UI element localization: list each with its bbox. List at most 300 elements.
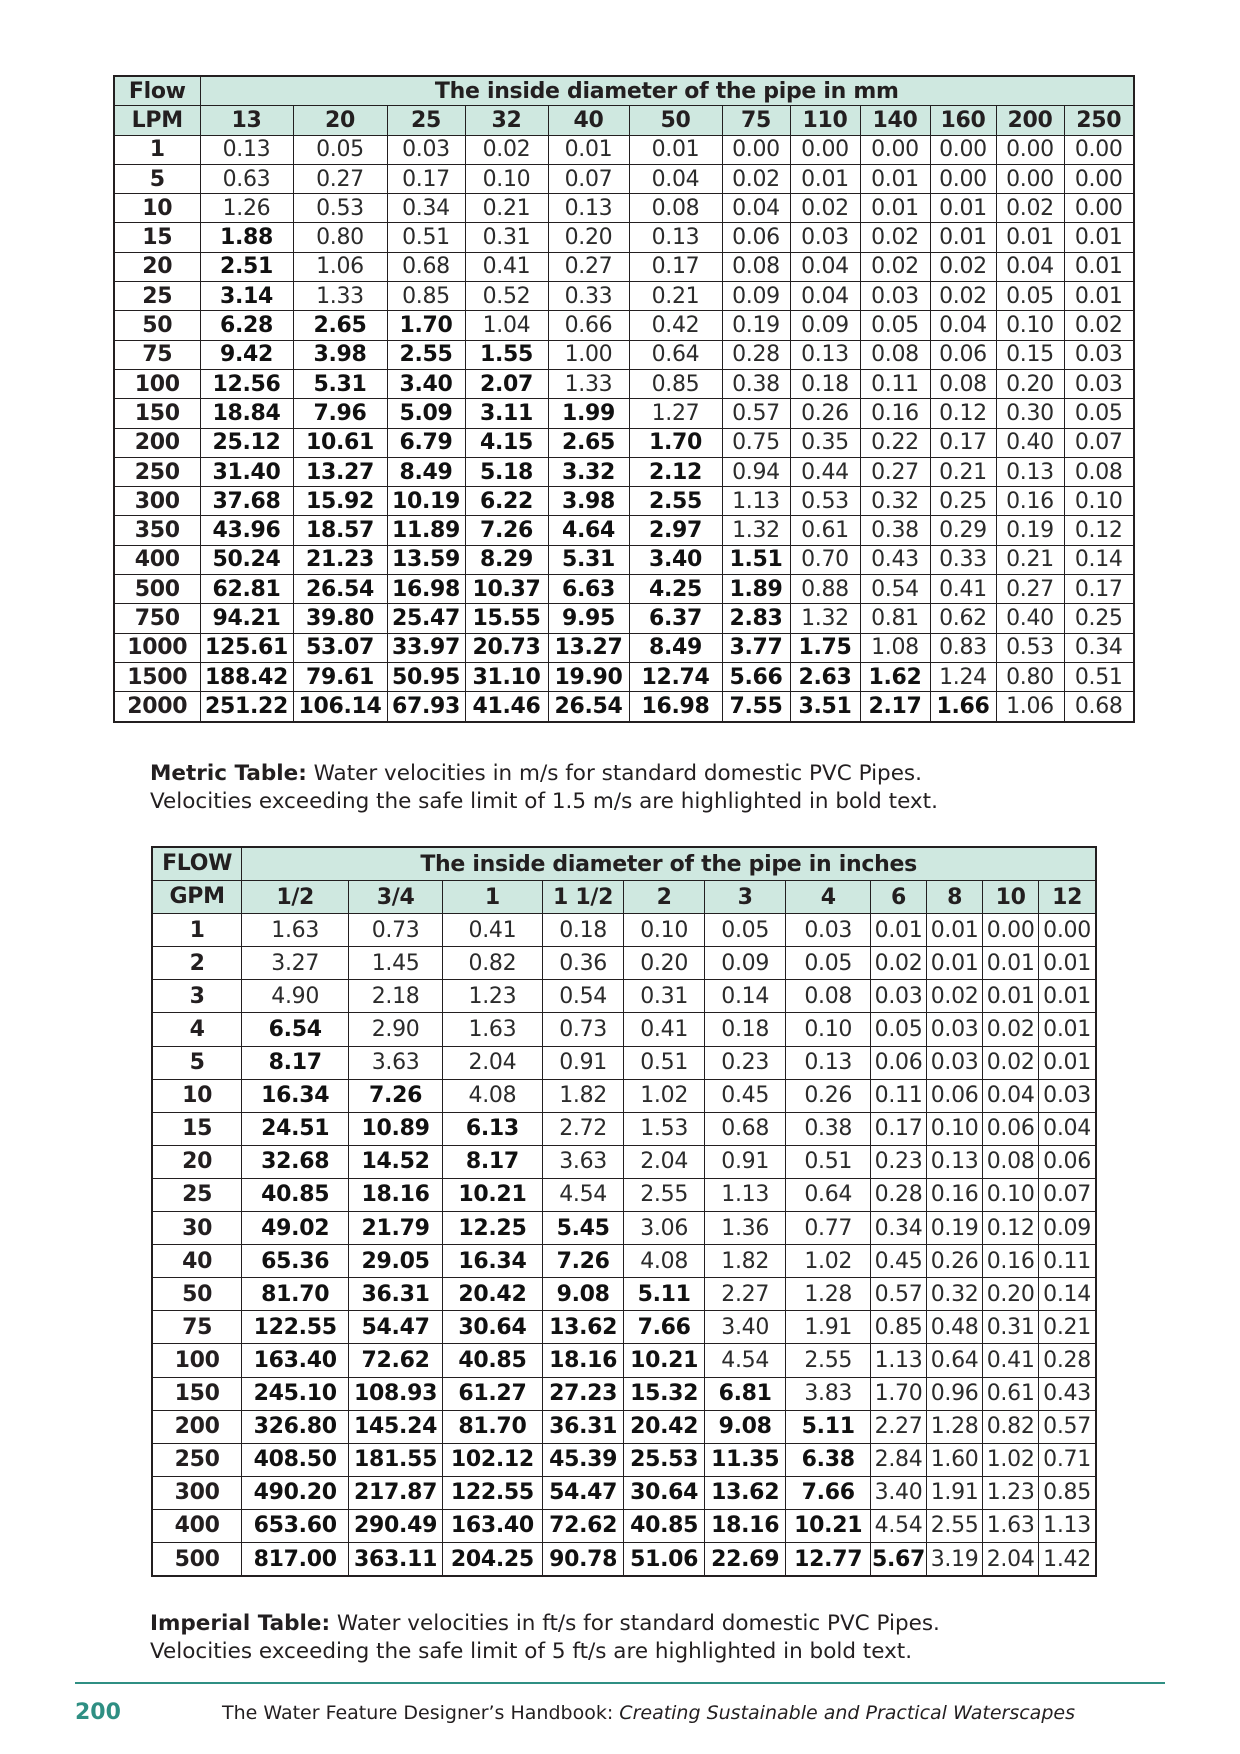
velocity-cell: 0.01 (1039, 980, 1096, 1013)
velocity-cell: 26.54 (293, 575, 387, 604)
velocity-cell: 1.13 (722, 487, 790, 516)
velocity-cell: 0.08 (786, 980, 871, 1013)
velocity-cell: 0.03 (786, 914, 871, 947)
flow-rate-cell: 1500 (114, 662, 200, 691)
flow-rate-cell: 2000 (114, 692, 200, 722)
velocity-cell: 0.10 (996, 311, 1064, 340)
velocity-cell: 40.85 (442, 1344, 542, 1377)
velocity-cell: 3.32 (548, 457, 629, 486)
velocity-cell: 1.89 (722, 575, 790, 604)
velocity-cell: 0.13 (548, 194, 629, 223)
velocity-cell: 3.40 (387, 369, 465, 398)
velocity-cell: 2.27 (871, 1410, 927, 1443)
velocity-cell: 0.41 (442, 914, 542, 947)
velocity-cell: 1.55 (465, 340, 548, 369)
velocity-cell: 9.08 (704, 1410, 786, 1443)
table-row (152, 1145, 1096, 1178)
book-title: The Water Feature Designer’s Handbook: (222, 1702, 620, 1724)
velocity-cell: 0.06 (927, 1079, 983, 1112)
flow-rate-cell: 25 (152, 1178, 242, 1211)
velocity-cell: 4.08 (442, 1079, 542, 1112)
diameter-column-header: 250 (1064, 106, 1134, 135)
table-row (114, 457, 1134, 486)
velocity-cell: 13.62 (704, 1476, 786, 1509)
velocity-cell: 290.49 (349, 1509, 443, 1542)
velocity-cell: 1.28 (927, 1410, 983, 1443)
velocity-cell: 0.02 (930, 252, 996, 281)
velocity-cell: 5.09 (387, 399, 465, 428)
velocity-cell: 0.64 (629, 340, 722, 369)
table-row (114, 662, 1134, 691)
velocity-cell: 0.45 (704, 1079, 786, 1112)
velocity-cell: 21.23 (293, 545, 387, 574)
velocity-cell: 29.05 (349, 1245, 443, 1278)
velocity-cell: 81.70 (242, 1278, 349, 1311)
velocity-cell: 2.18 (349, 980, 443, 1013)
velocity-cell: 7.55 (722, 692, 790, 722)
velocity-cell: 0.05 (786, 947, 871, 980)
velocity-cell: 0.52 (465, 282, 548, 311)
flow-rate-cell: 150 (114, 399, 200, 428)
velocity-cell: 0.04 (996, 252, 1064, 281)
table-row (152, 980, 1096, 1013)
velocity-cell: 3.77 (722, 633, 790, 662)
velocity-cell: 6.28 (200, 311, 293, 340)
flow-rate-cell: 20 (152, 1145, 242, 1178)
velocity-cell: 0.33 (548, 282, 629, 311)
table-row (152, 1344, 1096, 1377)
velocity-cell: 0.00 (1064, 164, 1134, 193)
velocity-cell: 15.55 (465, 604, 548, 633)
velocity-cell: 0.00 (860, 135, 930, 164)
velocity-cell: 0.31 (624, 980, 705, 1013)
velocity-cell: 363.11 (349, 1542, 443, 1576)
velocity-cell: 0.00 (790, 135, 860, 164)
velocity-cell: 15.92 (293, 487, 387, 516)
velocity-cell: 1.63 (242, 914, 349, 947)
velocity-cell: 0.21 (465, 194, 548, 223)
velocity-cell: 0.27 (293, 164, 387, 193)
velocity-cell: 0.01 (860, 194, 930, 223)
table-row (114, 282, 1134, 311)
velocity-cell: 163.40 (442, 1509, 542, 1542)
flow-rate-cell: 250 (152, 1443, 242, 1476)
flow-rate-cell: 5 (152, 1046, 242, 1079)
velocity-cell: 0.02 (1064, 311, 1134, 340)
velocity-cell: 0.43 (860, 545, 930, 574)
velocity-cell: 31.10 (465, 662, 548, 691)
velocity-cell: 1.27 (629, 399, 722, 428)
velocity-cell: 4.25 (629, 575, 722, 604)
velocity-cell: 0.54 (860, 575, 930, 604)
velocity-cell: 13.27 (548, 633, 629, 662)
flow-rate-cell: 15 (114, 223, 200, 252)
velocity-cell: 0.80 (996, 662, 1064, 691)
table-row (152, 1079, 1096, 1112)
velocity-cell: 0.19 (996, 516, 1064, 545)
flow-rate-cell: 75 (152, 1311, 242, 1344)
velocity-cell: 0.05 (860, 311, 930, 340)
velocity-cell: 245.10 (242, 1377, 349, 1410)
velocity-cell: 0.20 (983, 1278, 1039, 1311)
velocity-cell: 49.02 (242, 1212, 349, 1245)
velocity-cell: 5.11 (624, 1278, 705, 1311)
velocity-cell: 0.64 (927, 1344, 983, 1377)
velocity-cell: 24.51 (242, 1112, 349, 1145)
flow-rate-cell: 75 (114, 340, 200, 369)
velocity-cell: 408.50 (242, 1443, 349, 1476)
velocity-cell: 1.66 (930, 692, 996, 722)
velocity-cell: 0.53 (293, 194, 387, 223)
velocity-cell: 0.00 (930, 164, 996, 193)
velocity-cell: 94.21 (200, 604, 293, 633)
velocity-cell: 16.34 (442, 1245, 542, 1278)
velocity-cell: 0.29 (930, 516, 996, 545)
velocity-cell: 7.66 (624, 1311, 705, 1344)
velocity-cell: 0.04 (983, 1079, 1039, 1112)
velocity-cell: 6.81 (704, 1377, 786, 1410)
velocity-cell: 0.21 (629, 282, 722, 311)
velocity-cell: 1.24 (930, 662, 996, 691)
velocity-cell: 326.80 (242, 1410, 349, 1443)
flow-rate-cell: 5 (114, 164, 200, 193)
velocity-cell: 0.02 (871, 947, 927, 980)
velocity-cell: 2.83 (722, 604, 790, 633)
velocity-cell: 5.31 (293, 369, 387, 398)
velocity-cell: 6.63 (548, 575, 629, 604)
table-row (152, 1112, 1096, 1145)
velocity-cell: 7.26 (542, 1245, 624, 1278)
velocity-cell: 0.31 (465, 223, 548, 252)
velocity-cell: 2.72 (542, 1112, 624, 1145)
table-row (152, 1013, 1096, 1046)
velocity-cell: 0.01 (548, 135, 629, 164)
table-row (152, 1212, 1096, 1245)
imperial-velocity-table (151, 846, 1097, 1577)
velocity-cell: 0.01 (927, 914, 983, 947)
velocity-cell: 0.09 (704, 947, 786, 980)
velocity-cell: 0.07 (548, 164, 629, 193)
velocity-cell: 1.02 (624, 1079, 705, 1112)
velocity-cell: 40.85 (242, 1178, 349, 1211)
velocity-cell: 1.04 (465, 311, 548, 340)
velocity-cell: 3.83 (786, 1377, 871, 1410)
flow-rate-cell: 400 (114, 545, 200, 574)
velocity-cell: 0.85 (871, 1311, 927, 1344)
velocity-cell: 490.20 (242, 1476, 349, 1509)
velocity-cell: 1.13 (871, 1344, 927, 1377)
velocity-cell: 125.61 (200, 633, 293, 662)
velocity-cell: 18.16 (349, 1178, 443, 1211)
velocity-cell: 16.98 (629, 692, 722, 722)
velocity-cell: 0.25 (1064, 604, 1134, 633)
velocity-cell: 0.03 (927, 1013, 983, 1046)
velocity-cell: 0.12 (1064, 516, 1134, 545)
velocity-cell: 7.26 (349, 1079, 443, 1112)
velocity-cell: 0.20 (996, 369, 1064, 398)
table-row (152, 1245, 1096, 1278)
velocity-cell: 3.98 (293, 340, 387, 369)
velocity-cell: 0.11 (871, 1079, 927, 1112)
flow-rate-cell: 350 (114, 516, 200, 545)
velocity-cell: 0.05 (1064, 399, 1134, 428)
velocity-cell: 0.08 (983, 1145, 1039, 1178)
table-row (114, 633, 1134, 662)
velocity-cell: 0.34 (1064, 633, 1134, 662)
velocity-cell: 0.05 (704, 914, 786, 947)
imperial-velocity-table-container (151, 846, 1097, 1577)
velocity-cell: 3.51 (790, 692, 860, 722)
velocity-cell: 0.40 (996, 428, 1064, 457)
velocity-cell: 1.88 (200, 223, 293, 252)
velocity-cell: 653.60 (242, 1509, 349, 1542)
velocity-cell: 0.00 (996, 135, 1064, 164)
velocity-cell: 3.98 (548, 487, 629, 516)
velocity-cell: 0.04 (790, 252, 860, 281)
velocity-cell: 15.32 (624, 1377, 705, 1410)
diameter-column-header: 3/4 (349, 881, 443, 914)
velocity-cell: 0.01 (930, 223, 996, 252)
velocity-cell: 0.41 (983, 1344, 1039, 1377)
velocity-cell: 50.95 (387, 662, 465, 691)
velocity-cell: 204.25 (442, 1542, 542, 1576)
flow-rate-cell: 10 (152, 1079, 242, 1112)
velocity-cell: 25.53 (624, 1443, 705, 1476)
metric-velocity-table (113, 75, 1135, 723)
velocity-cell: 54.47 (349, 1311, 443, 1344)
velocity-cell: 1.32 (790, 604, 860, 633)
velocity-cell: 0.10 (786, 1013, 871, 1046)
velocity-cell: 0.57 (871, 1278, 927, 1311)
velocity-cell: 0.00 (1064, 194, 1134, 223)
velocity-cell: 5.31 (548, 545, 629, 574)
flow-header: FLOW (152, 847, 242, 881)
flow-rate-cell: 15 (152, 1112, 242, 1145)
velocity-cell: 2.55 (624, 1178, 705, 1211)
velocity-cell: 0.00 (1064, 135, 1134, 164)
velocity-cell: 0.08 (722, 252, 790, 281)
velocity-cell: 0.02 (860, 252, 930, 281)
velocity-cell: 0.07 (1064, 428, 1134, 457)
velocity-cell: 0.48 (927, 1311, 983, 1344)
diameter-column-header: 4 (786, 881, 871, 914)
velocity-cell: 10.37 (465, 575, 548, 604)
velocity-cell: 18.57 (293, 516, 387, 545)
velocity-cell: 8.17 (242, 1046, 349, 1079)
velocity-cell: 0.17 (871, 1112, 927, 1145)
velocity-cell: 0.21 (996, 545, 1064, 574)
velocity-cell: 3.63 (542, 1145, 624, 1178)
velocity-cell: 18.16 (704, 1509, 786, 1542)
velocity-cell: 2.17 (860, 692, 930, 722)
velocity-cell: 3.40 (704, 1311, 786, 1344)
velocity-cell: 2.65 (293, 311, 387, 340)
velocity-cell: 0.36 (542, 947, 624, 980)
diameter-column-header: 1/2 (242, 881, 349, 914)
velocity-cell: 3.14 (200, 282, 293, 311)
velocity-cell: 0.01 (1039, 1013, 1096, 1046)
velocity-cell: 1.53 (624, 1112, 705, 1145)
velocity-cell: 2.84 (871, 1443, 927, 1476)
velocity-cell: 0.62 (930, 604, 996, 633)
velocity-cell: 0.01 (629, 135, 722, 164)
velocity-cell: 54.47 (542, 1476, 624, 1509)
flow-rate-cell: 20 (114, 252, 200, 281)
velocity-cell: 0.08 (1064, 457, 1134, 486)
velocity-cell: 0.34 (871, 1212, 927, 1245)
velocity-cell: 0.04 (629, 164, 722, 193)
velocity-cell: 0.03 (387, 135, 465, 164)
velocity-cell: 0.41 (930, 575, 996, 604)
velocity-cell: 10.21 (624, 1344, 705, 1377)
metric-velocity-table-container (113, 75, 1133, 723)
velocity-cell: 4.15 (465, 428, 548, 457)
velocity-cell: 0.26 (927, 1245, 983, 1278)
velocity-cell: 0.05 (293, 135, 387, 164)
velocity-cell: 0.20 (548, 223, 629, 252)
velocity-cell: 5.11 (786, 1410, 871, 1443)
velocity-cell: 0.02 (930, 282, 996, 311)
table-row (114, 223, 1134, 252)
velocity-cell: 12.74 (629, 662, 722, 691)
velocity-cell: 0.14 (1039, 1278, 1096, 1311)
velocity-cell: 36.31 (349, 1278, 443, 1311)
velocity-cell: 4.08 (624, 1245, 705, 1278)
flow-rate-cell: 1 (152, 914, 242, 947)
velocity-cell: 0.00 (1039, 914, 1096, 947)
velocity-cell: 0.85 (1039, 1476, 1096, 1509)
flow-rate-cell: 4 (152, 1013, 242, 1046)
velocity-cell: 13.27 (293, 457, 387, 486)
velocity-cell: 62.81 (200, 575, 293, 604)
diameter-column-header: 160 (930, 106, 996, 135)
velocity-cell: 0.18 (790, 369, 860, 398)
velocity-cell: 251.22 (200, 692, 293, 722)
diameter-column-header: 1 (442, 881, 542, 914)
flow-rate-cell: 100 (152, 1344, 242, 1377)
velocity-cell: 22.69 (704, 1542, 786, 1576)
velocity-cell: 0.41 (465, 252, 548, 281)
velocity-cell: 188.42 (200, 662, 293, 691)
velocity-cell: 0.70 (790, 545, 860, 574)
velocity-cell: 0.05 (996, 282, 1064, 311)
velocity-cell: 1.33 (293, 282, 387, 311)
velocity-cell: 2.12 (629, 457, 722, 486)
velocity-cell: 7.66 (786, 1476, 871, 1509)
velocity-cell: 1.63 (983, 1509, 1039, 1542)
velocity-cell: 1.45 (349, 947, 443, 980)
velocity-cell: 0.10 (1064, 487, 1134, 516)
velocity-cell: 0.02 (983, 1046, 1039, 1079)
velocity-cell: 0.13 (200, 135, 293, 164)
velocity-cell: 0.81 (860, 604, 930, 633)
velocity-cell: 1.23 (983, 1476, 1039, 1509)
velocity-cell: 0.85 (387, 282, 465, 311)
velocity-cell: 37.68 (200, 487, 293, 516)
flow-rate-cell: 200 (152, 1410, 242, 1443)
velocity-cell: 0.00 (983, 914, 1039, 947)
velocity-cell: 0.27 (548, 252, 629, 281)
flow-rate-cell: 750 (114, 604, 200, 633)
velocity-cell: 0.09 (790, 311, 860, 340)
velocity-cell: 0.19 (927, 1212, 983, 1245)
velocity-cell: 90.78 (542, 1542, 624, 1576)
caption-line-1: Water velocities in ft/s for standard domestic PVC Pipes. (330, 1611, 940, 1636)
velocity-cell: 1.02 (983, 1443, 1039, 1476)
velocity-cell: 20.73 (465, 633, 548, 662)
velocity-cell: 7.26 (465, 516, 548, 545)
footer-divider (75, 1682, 1165, 1684)
velocity-cell: 20.42 (624, 1410, 705, 1443)
velocity-cell: 1.36 (704, 1212, 786, 1245)
velocity-cell: 65.36 (242, 1245, 349, 1278)
flow-rate-cell: 30 (152, 1212, 242, 1245)
velocity-cell: 0.96 (927, 1377, 983, 1410)
velocity-cell: 0.91 (542, 1046, 624, 1079)
table-row (114, 516, 1134, 545)
velocity-cell: 0.91 (704, 1145, 786, 1178)
diameter-column-header: 10 (983, 881, 1039, 914)
velocity-cell: 0.26 (790, 399, 860, 428)
velocity-cell: 9.95 (548, 604, 629, 633)
diameter-column-header: 8 (927, 881, 983, 914)
velocity-cell: 0.63 (200, 164, 293, 193)
table-row (114, 487, 1134, 516)
book-subtitle: Creating Sustainable and Practical Waterscapes (619, 1702, 1075, 1724)
diameter-header: The inside diameter of the pipe in mm (200, 76, 1134, 106)
velocity-cell: 0.43 (1039, 1377, 1096, 1410)
velocity-cell: 20.42 (442, 1278, 542, 1311)
diameter-column-header: 20 (293, 106, 387, 135)
velocity-cell: 19.90 (548, 662, 629, 691)
velocity-cell: 0.14 (704, 980, 786, 1013)
velocity-cell: 0.27 (996, 575, 1064, 604)
velocity-cell: 13.62 (542, 1311, 624, 1344)
velocity-cell: 0.11 (1039, 1245, 1096, 1278)
table-row (114, 604, 1134, 633)
velocity-cell: 0.00 (930, 135, 996, 164)
velocity-cell: 0.12 (983, 1212, 1039, 1245)
velocity-cell: 1.13 (704, 1178, 786, 1211)
velocity-cell: 0.18 (542, 914, 624, 947)
velocity-cell: 4.54 (704, 1344, 786, 1377)
table-row (152, 1476, 1096, 1509)
velocity-cell: 30.64 (624, 1476, 705, 1509)
velocity-cell: 0.30 (996, 399, 1064, 428)
velocity-cell: 1.13 (1039, 1509, 1096, 1542)
velocity-cell: 4.54 (542, 1178, 624, 1211)
velocity-cell: 1.28 (786, 1278, 871, 1311)
diameter-column-header: 13 (200, 106, 293, 135)
table-row (114, 399, 1134, 428)
flow-rate-cell: 250 (114, 457, 200, 486)
velocity-cell: 122.55 (242, 1311, 349, 1344)
velocity-cell: 1.08 (860, 633, 930, 662)
velocity-cell: 0.09 (1039, 1212, 1096, 1245)
velocity-cell: 0.12 (930, 399, 996, 428)
velocity-cell: 0.01 (1039, 1046, 1096, 1079)
velocity-cell: 3.40 (629, 545, 722, 574)
velocity-cell: 0.13 (996, 457, 1064, 486)
velocity-cell: 61.27 (442, 1377, 542, 1410)
table-row (114, 369, 1134, 398)
velocity-cell: 2.04 (442, 1046, 542, 1079)
velocity-cell: 0.44 (790, 457, 860, 486)
velocity-cell: 0.16 (860, 399, 930, 428)
velocity-cell: 0.14 (1064, 545, 1134, 574)
velocity-cell: 9.42 (200, 340, 293, 369)
velocity-cell: 0.31 (983, 1311, 1039, 1344)
